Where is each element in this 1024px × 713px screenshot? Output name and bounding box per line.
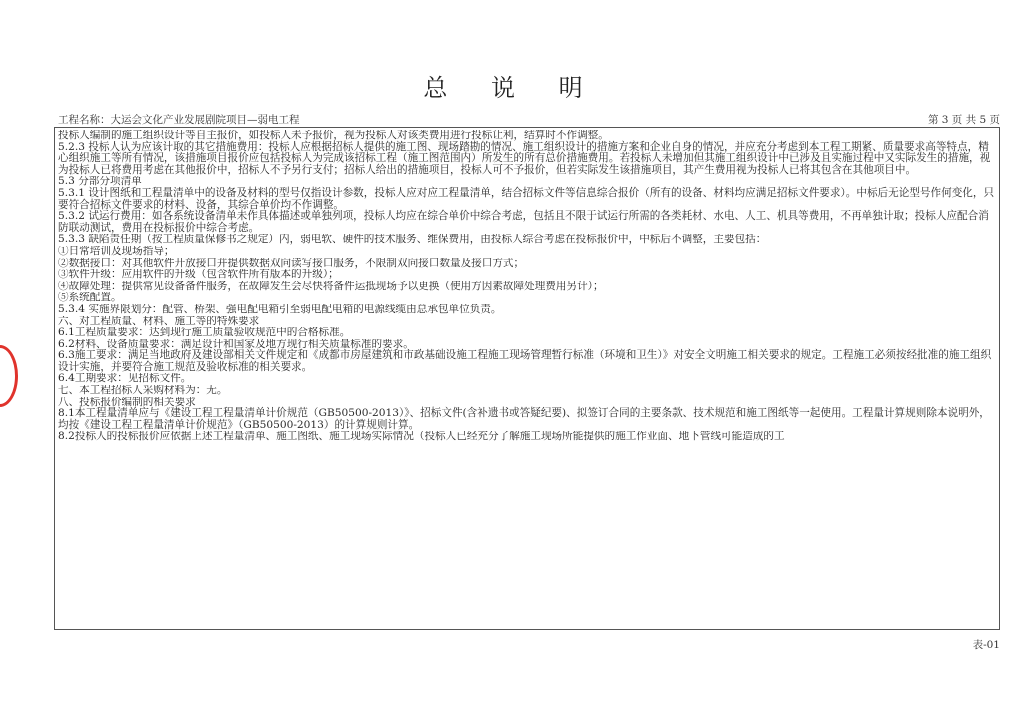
body-line: 6.2材料、设备质量要求：满足设计和国家及地方现行相关质量标准的要求。: [58, 338, 414, 350]
list-item: ③软件升级：应用软件的升级（包含软件所有版本的升级）；: [58, 269, 339, 281]
red-seal-stamp: [0, 345, 18, 407]
content-frame: [54, 127, 1000, 630]
section-heading: 六、对工程质量、材料、施工等的特殊要求: [58, 315, 260, 327]
body-paragraph: 5.3.1 设计图纸和工程量清单中的设备及材料的型号仅指设计参数，投标人应对应工程量清单，结合招标文件等信息综合报价（所有的设备、材料均应满足招标文件要求）。中标后无论型号作何变化，只要符合招标文件要求的材料、设备，其综合单价均不作调整。: [58, 186, 995, 211]
section-heading: 七、本工程招标人采购材料为：无。: [58, 385, 228, 397]
body-line: 投标人编制的施工组织设计等自主报价，如投标人未予报价，视为投标人对该类费用进行投标让利，结算时不作调整。: [58, 130, 609, 141]
form-code: 表-01: [972, 639, 1000, 651]
body-line: 6.1工程质量要求：达到现行施工质量验收规范中的合格标准。: [58, 327, 351, 339]
body-line: 5.3.3 缺陷责任期（按工程质量保修书之规定）内，弱电软、硬件的技术服务、维保费用，由投标人综合考虑在投标报价中，中标后不调整，主要包括：: [58, 234, 767, 246]
list-item: ⑤系统配置。: [58, 292, 122, 304]
project-name-label: 工程名称：大运会文化产业发展剧院项目—弱电工程: [58, 114, 300, 126]
list-item: ④故障处理：提供常见设备备件服务，在故障发生会尽快将备件运抵现场予以更换（使用方因素故障处理费用另计）；: [58, 280, 604, 292]
body-line: 6.4工期要求：见招标文件。: [58, 373, 192, 385]
page-title: 总 说 明: [423, 74, 601, 102]
section-heading: 八、投标报价编制的相关要求: [58, 396, 196, 408]
explanation-body: [58, 130, 995, 443]
body-paragraph: 6.3施工要求：满足当地政府及建设部相关文件规定和《成都市房屋建筑和市政基础设施工程施工现场管理暂行标准（环境和卫生）》对安全文明施工相关要求的规定。工程施工必须按经批准的施工组织设计实施，并要符合施工规范及验收标准的相关要求。: [58, 349, 992, 373]
body-paragraph: 5.2.3 投标人认为应该计取的其它措施费用：投标人应根据招标人提供的施工图、现场踏勘的情况、施工组织设计的措施方案和企业自身的情况，并应充分考虑到本工程工期紧、质量要求高等特点，精心组织施工等所有情况，该措施项目报价应包括投标人为完成该招标工程（施工图范围内）所发生的所有总价措施费用。若投标人未增加但其施工组织设计中已涉及且实施过程中又实际发生的措施，视为投标人已将费用考虑在其他报价中，招标人不予另行支付；招标人给出的措施项目，投标人可不予报价，但若实际发生该措施项目，其产生费用视为投标人已将其包含在其他项目中。: [58, 140, 991, 176]
body-paragraph: 8.1本工程量清单应与《建设工程工程量清单计价规范（GB50500-2013）》、招标文件(含补遗书或答疑纪要)、拟签订合同的主要条款、技术规范和施工图纸等一起使用。工程量计算规则除本说明外，均按《建设工程工程量清单计价规范》（GB50500-2013）的计算规则计算。: [58, 407, 990, 431]
list-item: ①日常培训及现场指导；: [58, 245, 175, 257]
body-line: 8.2投标人的投标报价应依据上述工程量清单、施工图纸、施工现场实际情况（投标人已经充分了解施工现场所能提供的施工作业面、地下管线可能造成的工: [58, 431, 785, 443]
list-item: ②数据接口：对其他软件开放接口并提供数据双向读写接口服务，不限制双向接口数量及接口方式；: [58, 257, 525, 269]
section-heading: 5.3 分部分项清单: [58, 176, 142, 188]
body-paragraph: 5.3.2 试运行费用：如各系统设备清单未作具体描述或单独列项，投标人均应在综合单价中综合考虑，包括且不限于试运行所需的各类耗材、水电、人工、机具等费用，不再单独计取；投标人应配合消防联动测试，费用在投标报价中综合考虑。: [58, 210, 989, 234]
body-line: 5.3.4 实施界限划分：配管、桥架、强电配电箱引至弱电配电箱的电源线缆由总承包单位负责。: [58, 303, 502, 315]
page-number-info: 第 3 页 共 5 页: [927, 114, 1000, 126]
